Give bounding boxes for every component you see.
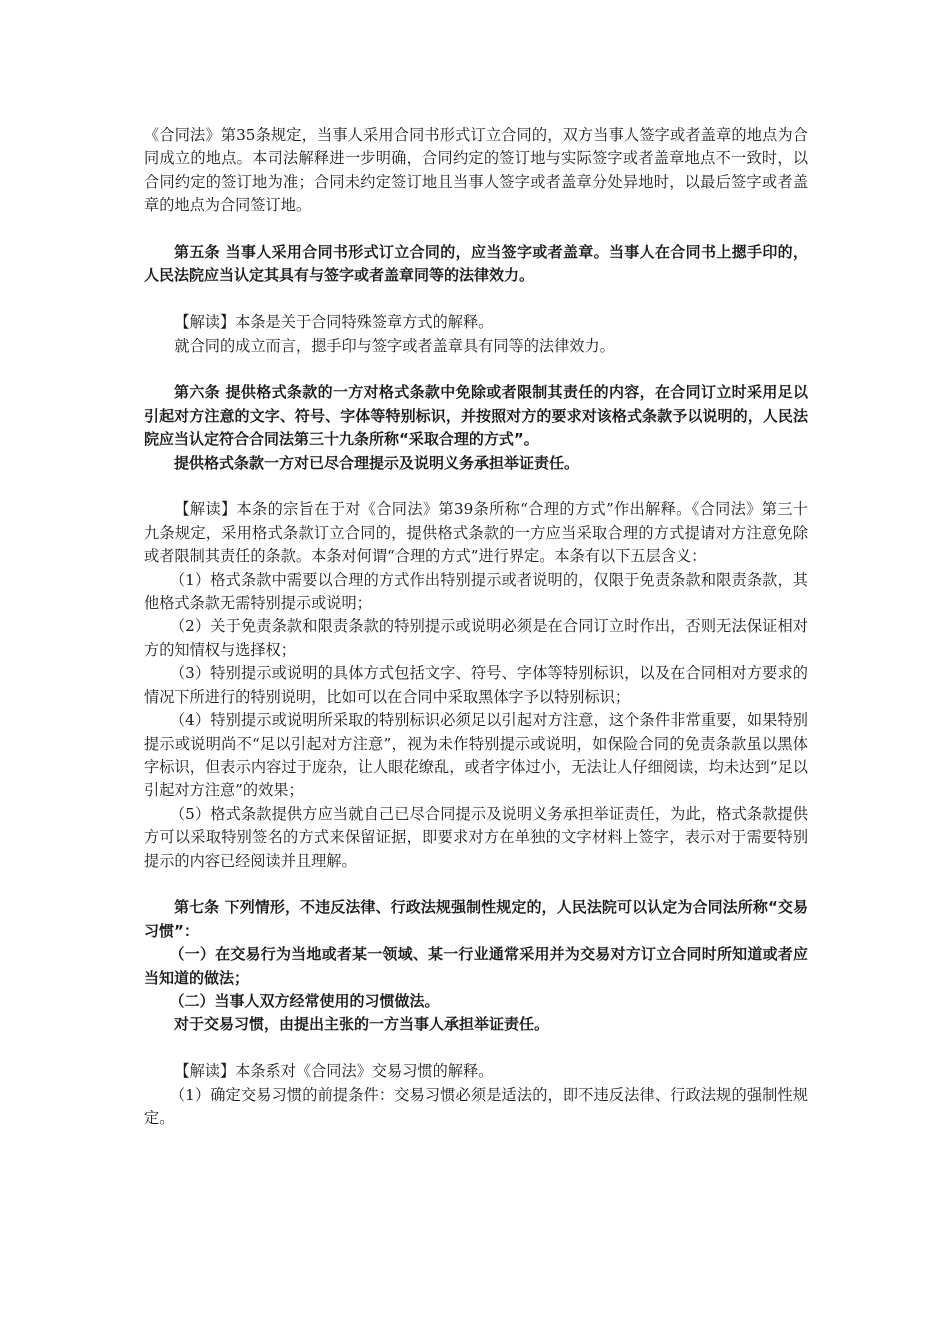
spacer — [144, 288, 808, 311]
article-6-point-4: （4）特别提示或说明所采取的特别标识必须足以引起对方注意，这个条件非常重要，如果特别提示或说明尚不“足以引起对方注意”，视为未作特别提示或说明，如保险合同的免责条款虽以黑体字标识，但表示内容过于庞杂，让人眼花缭乱，或者字体过小，无法让人仔细阅读，均未达到“足以引起对方注意”的效果； — [144, 711, 808, 800]
spacer — [144, 873, 808, 896]
article-7-text: 第七条 下列情形，不违反法律、行政法规强制性规定的，人民法院可以认定为合同法所称“交易习惯”： — [144, 898, 808, 940]
spacer — [144, 358, 808, 381]
article-7-item-2: （二）当事人双方经常使用的习惯做法。 — [169, 991, 440, 1010]
article-5-interpretation-title: 【解读】本条是关于合同特殊签章方式的解释。 — [174, 313, 494, 332]
article-6-point-5: （5）格式条款提供方应当就自己已尽合同提示及说明义务承担举证责任，为此，格式条款提供方可以采取特别签名的方式来保留证据，即要求对方在单独的文字材料上签字，表示对于需要特别提示的内容已经阅读并且理解。 — [144, 804, 808, 870]
article-7-interpretation-title: 【解读】本条系对《合同法》交易习惯的解释。 — [174, 1062, 494, 1081]
spacer — [144, 475, 808, 498]
article-6-text: 第六条 提供格式条款的一方对格式条款中免除或者限制其责任的内容，在合同订立时采用足以引起对方注意的文字、符号、字体等特别标识，并按照对方的要求对该格式条款予以说明的，人民法院应当认定符合合同法第三十九条所称“采取合理的方式”。 — [144, 383, 808, 449]
article-7-burden-of-proof: 对于交易习惯，由提出主张的一方当事人承担举证责任。 — [174, 1015, 550, 1034]
intro-paragraph: 《合同法》第35条规定，当事人采用合同书形式订立合同的，双方当事人签字或者盖章的地点为合同成立的地点。本司法解释进一步明确，合同约定的签订地与实际签字或者盖章地点不一致时，以合同约定的签订地为准；合同未约定签订地且当事人签字或者盖章分处异地时，以最后签字或者盖章的地点为合同签订地。 — [144, 126, 808, 215]
article-5-text: 第五条 当事人采用合同书形式订立合同的，应当签字或者盖章。当事人在合同书上摁手印的，人民法院应当认定其具有与签字或者盖章同等的法律效力。 — [144, 243, 808, 285]
article-5-interpretation-body: 就合同的成立而言，摁手印与签字或者盖章具有同等的法律效力。 — [174, 336, 615, 355]
article-7-item-1: （一）在交易行为当地或者某一领域、某一行业通常采用并为交易对方订立合同时所知道或者应当知道的做法； — [144, 945, 808, 987]
document-page — [144, 124, 808, 1130]
spacer — [144, 218, 808, 241]
article-6-point-1: （1）格式条款中需要以合理的方式作出特别提示或者说明的，仅限于免责条款和限责条款，其他格式条款无需特别提示或说明； — [144, 570, 808, 613]
spacer — [144, 1037, 808, 1060]
article-6-interpretation-intro: 【解读】本条的宗旨在于对《合同法》第39条所称“合理的方式”作出解释。《合同法》第三十九条规定，采用格式条款订立合同的，提供格式条款的一方应当采取合理的方式提请对方注意免除或者限制其责任的条款。本条对何谓“合理的方式”进行界定。本条有以下五层含义： — [144, 500, 808, 566]
article-7-point-1: （1）确定交易习惯的前提条件：交易习惯必须是适法的，即不违反法律、行政法规的强制性规定。 — [144, 1085, 808, 1127]
article-6-point-2: （2）关于免责条款和限责条款的特别提示或说明必须是在合同订立时作出，否则无法保证相对方的知情权与选择权； — [144, 617, 808, 659]
article-6-burden-of-proof: 提供格式条款一方对已尽合理提示及说明义务承担举证责任。 — [174, 453, 580, 472]
article-6-point-3: （3）特别提示或说明的具体方式包括文字、符号、字体等特别标识，以及在合同相对方要求的情况下所进行的特别说明，比如可以在合同中采取黑体字予以特别标识； — [144, 664, 808, 706]
